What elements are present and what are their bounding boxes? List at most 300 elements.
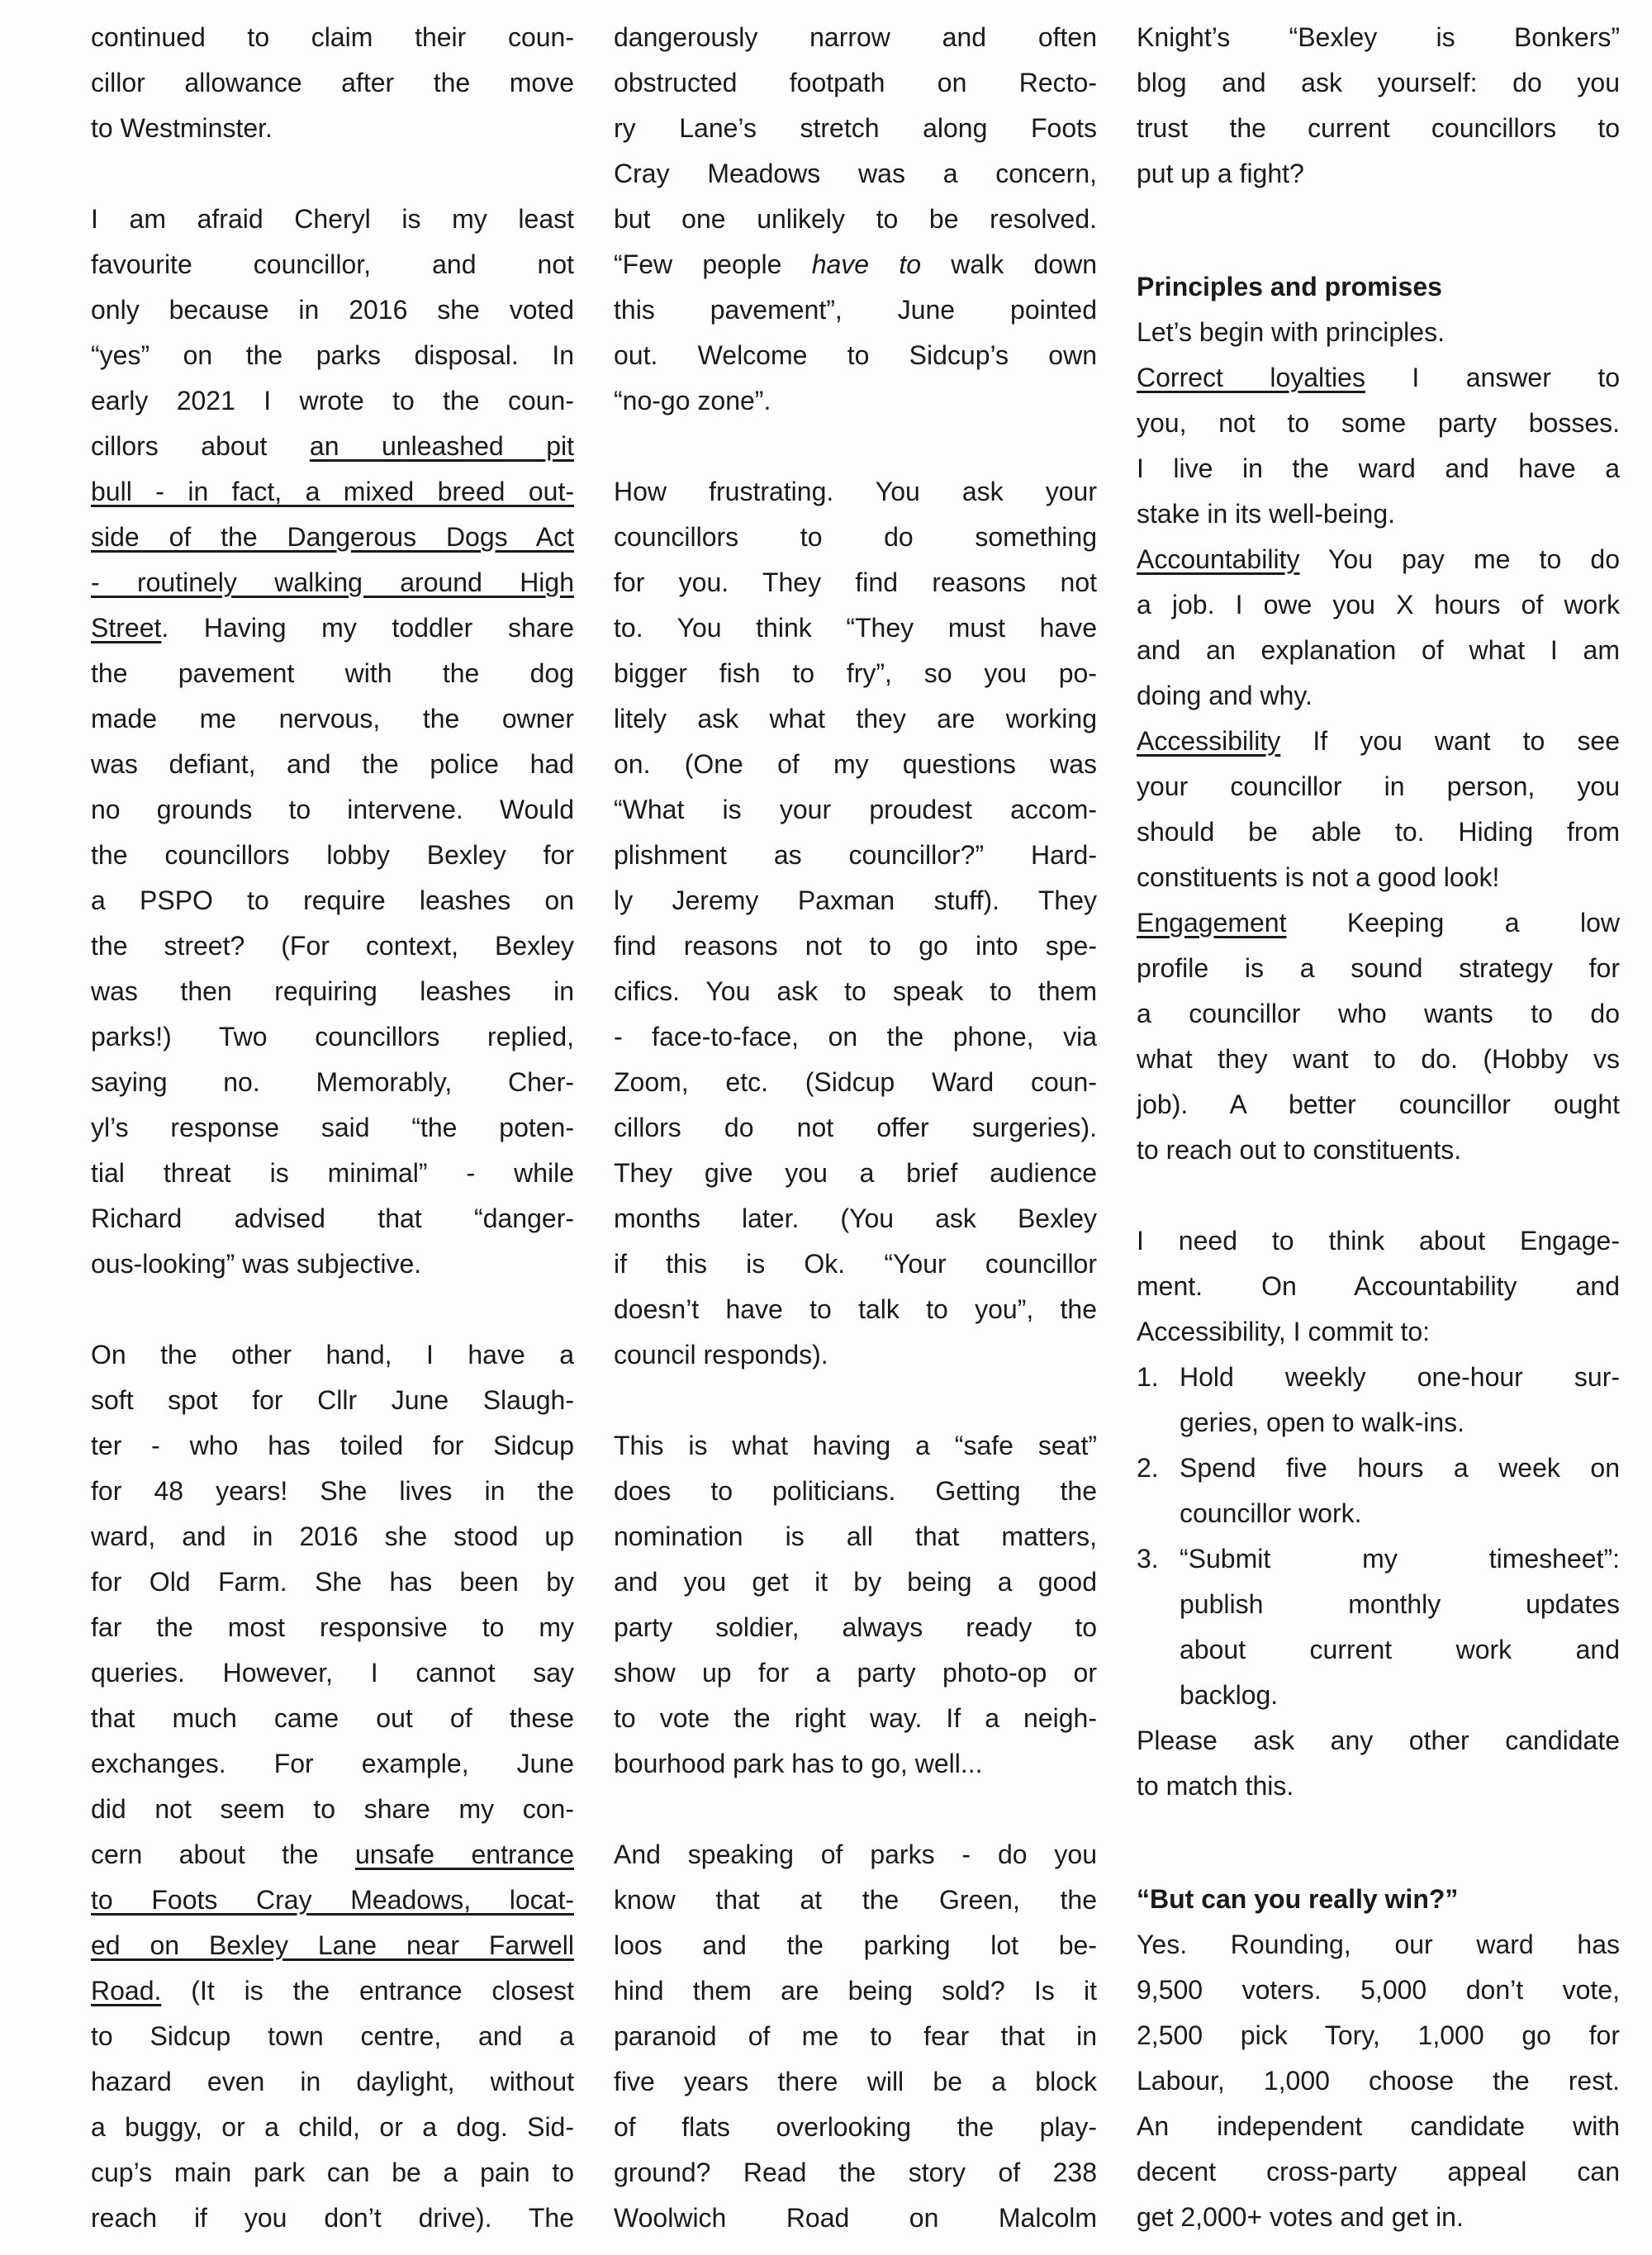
text-line xyxy=(91,1878,574,1923)
text-line xyxy=(1180,1582,1620,1627)
text-line xyxy=(614,787,1097,833)
text-run: reach if you don’t drive). The xyxy=(91,2203,574,2233)
text-run: for 48 years! She lives in the xyxy=(91,1476,574,1506)
text-line xyxy=(91,60,574,106)
text-run: on. (One of my questions was xyxy=(614,749,1097,779)
text-column-2 xyxy=(614,15,1097,2241)
text-run: ter - who has toiled for Sidcup xyxy=(91,1431,574,1460)
text-line xyxy=(1137,60,1620,106)
section-heading xyxy=(1137,1877,1620,1922)
text-line xyxy=(614,287,1097,333)
text-line xyxy=(91,1787,574,1832)
paragraph xyxy=(91,1332,574,2241)
text-line xyxy=(614,1287,1097,1332)
text-line xyxy=(614,15,1097,60)
text-run: five years there will be a block xyxy=(614,2067,1097,2096)
text-line xyxy=(1137,355,1620,401)
text-line xyxy=(614,333,1097,378)
text-run: (It is the entrance closest xyxy=(161,1976,574,2006)
text-line xyxy=(91,605,574,651)
text-run: your councillor in person, you xyxy=(1137,771,1620,801)
text-line xyxy=(614,1196,1097,1241)
text-line xyxy=(614,378,1097,424)
text-line xyxy=(1137,1968,1620,2013)
paragraph xyxy=(1137,900,1620,1173)
text-run: to Westminster. xyxy=(91,113,273,143)
text-line xyxy=(614,1241,1097,1287)
text-run: ed on Bexley Lane near Farwell xyxy=(91,1930,574,1960)
text-line xyxy=(91,1923,574,1968)
text-line xyxy=(91,1832,574,1878)
text-run: You pay me to do xyxy=(1299,544,1620,574)
text-line xyxy=(614,2150,1097,2196)
text-line xyxy=(614,969,1097,1014)
text-run: Keeping a low xyxy=(1286,908,1620,938)
text-line xyxy=(91,1968,574,2014)
text-run: How frustrating. You ask your xyxy=(614,477,1097,506)
text-run: and you get it by being a good xyxy=(614,1567,1097,1597)
text-line xyxy=(1180,1446,1620,1491)
section-heading xyxy=(1137,264,1620,310)
text-run: cern about the xyxy=(91,1840,355,1869)
paragraph xyxy=(1137,1922,1620,2240)
text-line xyxy=(1137,2149,1620,2195)
text-run: This is what having a “safe seat” xyxy=(614,1431,1097,1460)
text-run: the street? (For context, Bexley xyxy=(91,931,574,961)
text-line xyxy=(614,1014,1097,1060)
text-run: side of the Dangerous Dogs Act xyxy=(91,522,574,552)
text-line xyxy=(91,1469,574,1514)
text-run: On the other hand, I have a xyxy=(91,1340,574,1370)
text-run: was then requiring leashes in xyxy=(91,976,574,1006)
text-run: Accessibility xyxy=(1137,726,1281,756)
text-run: an unleashed pit xyxy=(309,431,574,461)
text-line xyxy=(1180,1536,1620,1582)
text-run: Street xyxy=(91,613,162,643)
text-run: Principles and promises xyxy=(1137,272,1442,301)
list-item xyxy=(1137,1536,1620,1718)
text-line xyxy=(614,1696,1097,1741)
text-run: to reach out to constituents. xyxy=(1137,1135,1462,1165)
text-run: trust the current councillors to xyxy=(1137,113,1620,143)
text-line xyxy=(614,1650,1097,1696)
list-marker: 3. xyxy=(1137,1544,1159,1574)
text-line xyxy=(1137,264,1620,310)
text-run: paranoid of me to fear that in xyxy=(614,2021,1097,2051)
text-line xyxy=(91,1560,574,1605)
text-run: the councillors lobby Bexley for xyxy=(91,840,574,870)
text-run: walk down xyxy=(921,249,1097,279)
text-run: cifics. You ask to speak to them xyxy=(614,976,1097,1006)
text-line xyxy=(1137,151,1620,197)
text-run: cillors about xyxy=(91,431,310,461)
text-run: party soldier, always ready to xyxy=(614,1612,1097,1642)
list-item-body xyxy=(1180,1355,1620,1446)
text-run: ry Lane’s stretch along Foots xyxy=(614,113,1097,143)
text-line xyxy=(1180,1491,1620,1536)
text-run: stake in its well-being. xyxy=(1137,499,1396,529)
paragraph xyxy=(1137,1718,1620,1809)
text-line xyxy=(1137,1128,1620,1173)
text-run: hind them are being sold? Is it xyxy=(614,1976,1097,2006)
text-line xyxy=(614,1878,1097,1923)
text-line xyxy=(614,1741,1097,1787)
text-run: “yes” on the parks disposal. In xyxy=(91,340,574,370)
text-run: what they want to do. (Hobby vs xyxy=(1137,1044,1620,1074)
text-run: Zoom, etc. (Sidcup Ward coun- xyxy=(614,1067,1097,1097)
text-run: “What is your proudest accom- xyxy=(614,795,1097,824)
text-line xyxy=(1137,446,1620,491)
text-run: ment. On Accountability and xyxy=(1137,1271,1620,1301)
text-run: Cray Meadows was a concern, xyxy=(614,159,1097,188)
text-run: An independent candidate with xyxy=(1137,2111,1620,2141)
text-run: “Submit my timesheet”: xyxy=(1180,1544,1620,1574)
text-run: councillor work. xyxy=(1180,1498,1362,1528)
text-run: a councillor who wants to do xyxy=(1137,999,1620,1028)
text-line xyxy=(91,923,574,969)
text-line xyxy=(614,1923,1097,1968)
text-run: publish monthly updates xyxy=(1180,1589,1620,1619)
text-line xyxy=(1137,2195,1620,2240)
text-run: “no-go zone”. xyxy=(614,386,771,415)
text-line xyxy=(91,787,574,833)
paragraph xyxy=(1137,719,1620,900)
text-run: yl’s response said “the poten- xyxy=(91,1113,574,1142)
text-run: Let’s begin with principles. xyxy=(1137,317,1445,347)
text-run: . Having my toddler share xyxy=(161,613,574,643)
text-line xyxy=(614,1514,1097,1560)
text-line xyxy=(1180,1400,1620,1446)
text-line xyxy=(1137,1309,1620,1355)
text-run: should be able to. Hiding from xyxy=(1137,817,1620,847)
text-line xyxy=(1137,2013,1620,2058)
text-line xyxy=(91,742,574,787)
text-run: soft spot for Cllr June Slaugh- xyxy=(91,1385,574,1415)
text-line xyxy=(91,833,574,878)
text-run: Labour, 1,000 choose the rest. xyxy=(1137,2066,1620,2096)
text-line xyxy=(1137,2058,1620,2104)
text-line xyxy=(91,15,574,60)
text-line xyxy=(1137,946,1620,991)
text-line xyxy=(1137,1922,1620,1968)
list-marker: 1. xyxy=(1137,1362,1159,1392)
text-run: blog and ask yourself: do you xyxy=(1137,68,1620,97)
text-run: “But can you really win?” xyxy=(1137,1884,1459,1914)
text-run: have to xyxy=(811,249,922,279)
text-run: put up a fight? xyxy=(1137,159,1304,188)
text-run: but one unlikely to be resolved. xyxy=(614,204,1097,234)
text-line xyxy=(91,969,574,1014)
text-run: bourhood park has to go, well... xyxy=(614,1749,983,1778)
text-run: decent cross-party appeal can xyxy=(1137,2157,1620,2186)
text-line xyxy=(91,1060,574,1105)
text-line xyxy=(614,469,1097,515)
text-run: I live in the ward and have a xyxy=(1137,453,1620,483)
text-line xyxy=(91,878,574,923)
text-line xyxy=(91,2059,574,2105)
paragraph xyxy=(1137,15,1620,197)
text-line xyxy=(1137,900,1620,946)
text-line xyxy=(91,2014,574,2059)
text-line xyxy=(91,1151,574,1196)
text-run: favourite councillor, and not xyxy=(91,249,574,279)
text-line xyxy=(1180,1355,1620,1400)
list-item-body xyxy=(1180,1536,1620,1718)
text-run: tial threat is minimal” - while xyxy=(91,1158,574,1188)
text-run: unsafe entrance xyxy=(355,1840,574,1869)
text-line xyxy=(614,106,1097,151)
text-run: doing and why. xyxy=(1137,681,1313,710)
text-run: 9,500 voters. 5,000 don’t vote, xyxy=(1137,1975,1620,2005)
text-run: cillors do not offer surgeries). xyxy=(614,1113,1097,1142)
text-run: backlog. xyxy=(1180,1680,1279,1710)
text-run: Accountability xyxy=(1137,544,1300,574)
text-line xyxy=(614,1832,1097,1878)
text-run: a job. I owe you X hours of work xyxy=(1137,590,1620,620)
text-line xyxy=(91,515,574,560)
text-line xyxy=(614,2059,1097,2105)
text-line xyxy=(1137,401,1620,446)
text-line xyxy=(614,515,1097,560)
text-line xyxy=(91,1514,574,1560)
text-run: - routinely walking around High xyxy=(91,567,574,597)
text-run: Engagement xyxy=(1137,908,1287,938)
list-item-body xyxy=(1180,1446,1620,1536)
text-run: get 2,000+ votes and get in. xyxy=(1137,2202,1464,2232)
text-line xyxy=(1137,1764,1620,1809)
text-run: dangerously narrow and often xyxy=(614,22,1097,52)
text-run: 2,500 pick Tory, 1,000 go for xyxy=(1137,2020,1620,2050)
text-run: to vote the right way. If a neigh- xyxy=(614,1703,1097,1733)
paragraph xyxy=(91,15,574,151)
text-run: you, not to some party bosses. xyxy=(1137,408,1620,438)
text-line xyxy=(1137,673,1620,719)
text-line xyxy=(614,696,1097,742)
text-line xyxy=(1137,582,1620,628)
text-run: hazard even in daylight, without xyxy=(91,2067,574,2096)
text-run: plishment as councillor?” Hard- xyxy=(614,840,1097,870)
paragraph xyxy=(1137,537,1620,719)
text-line xyxy=(91,1241,574,1287)
text-line xyxy=(614,1560,1097,1605)
text-run: geries, open to walk-ins. xyxy=(1180,1408,1465,1437)
text-run: council responds). xyxy=(614,1340,828,1370)
text-run: ward, and in 2016 she stood up xyxy=(91,1522,574,1551)
text-line xyxy=(91,469,574,515)
text-run: ground? Read the story of 238 xyxy=(614,2158,1097,2187)
text-run: bull - in fact, a mixed breed out- xyxy=(91,477,574,506)
text-line xyxy=(91,2196,574,2241)
paragraph xyxy=(91,197,574,1287)
text-column-1 xyxy=(91,15,574,2241)
text-line xyxy=(91,1423,574,1469)
text-line xyxy=(1180,1627,1620,1673)
text-line xyxy=(614,1332,1097,1378)
text-line xyxy=(614,60,1097,106)
text-line xyxy=(1137,310,1620,355)
text-line xyxy=(614,197,1097,242)
text-run: if this is Ok. “Your councillor xyxy=(614,1249,1097,1279)
text-run: exchanges. For example, June xyxy=(91,1749,574,1778)
text-run: job). A better councillor ought xyxy=(1137,1090,1620,1119)
text-run: the pavement with the dog xyxy=(91,658,574,688)
text-run: about current work and xyxy=(1180,1635,1620,1664)
text-run: Woolwich Road on Malcolm xyxy=(614,2203,1097,2233)
list-marker: 2. xyxy=(1137,1453,1159,1483)
text-run: for you. They find reasons not xyxy=(614,567,1097,597)
text-line xyxy=(1137,1218,1620,1264)
text-run: If you want to see xyxy=(1280,726,1620,756)
text-run: that much came out of these xyxy=(91,1703,574,1733)
text-line xyxy=(91,242,574,287)
paragraph xyxy=(1137,355,1620,537)
text-columns xyxy=(91,15,1652,2241)
paragraph xyxy=(614,1832,1097,2241)
text-run: cup’s main park can be a pain to xyxy=(91,2158,574,2187)
text-line xyxy=(1137,764,1620,809)
text-line xyxy=(91,106,574,151)
text-line xyxy=(614,2105,1097,2150)
text-run: doesn’t have to talk to you”, the xyxy=(614,1294,1097,1324)
text-line xyxy=(614,1151,1097,1196)
text-run: “Few people xyxy=(614,249,812,279)
text-run: litely ask what they are working xyxy=(614,704,1097,733)
text-run: only because in 2016 she voted xyxy=(91,295,574,325)
text-run: Hold weekly one-hour sur- xyxy=(1180,1362,1620,1392)
text-run: for Old Farm. She has been by xyxy=(91,1567,574,1597)
text-run: profile is a sound strategy for xyxy=(1137,953,1620,983)
text-line xyxy=(614,1968,1097,2014)
text-line xyxy=(1137,2104,1620,2149)
text-run: I need to think about Engage- xyxy=(1137,1226,1620,1256)
text-line xyxy=(1137,628,1620,673)
paragraph xyxy=(614,15,1097,424)
text-line xyxy=(614,1423,1097,1469)
text-line xyxy=(614,1469,1097,1514)
text-line xyxy=(91,2150,574,2196)
text-line xyxy=(91,560,574,605)
text-run: bigger fish to fry”, so you po- xyxy=(614,658,1097,688)
text-line xyxy=(1137,15,1620,60)
text-run: And speaking of parks - do you xyxy=(614,1840,1097,1869)
text-line xyxy=(1137,809,1620,855)
paragraph xyxy=(614,1423,1097,1787)
text-line xyxy=(1180,1673,1620,1718)
text-line xyxy=(91,197,574,242)
text-line xyxy=(91,1650,574,1696)
text-run: I answer to xyxy=(1365,363,1620,392)
text-line xyxy=(91,287,574,333)
text-run: show up for a party photo-op or xyxy=(614,1658,1097,1688)
text-line xyxy=(614,2196,1097,2241)
text-run: this pavement”, June pointed xyxy=(614,295,1097,325)
text-run: ous-looking” was subjective. xyxy=(91,1249,422,1279)
text-run: Please ask any other candidate xyxy=(1137,1726,1620,1755)
text-run: did not seem to share my con- xyxy=(91,1794,574,1824)
text-line xyxy=(614,2014,1097,2059)
list-item xyxy=(1137,1446,1620,1536)
text-line xyxy=(91,651,574,696)
text-run: early 2021 I wrote to the coun- xyxy=(91,386,574,415)
text-run: queries. However, I cannot say xyxy=(91,1658,574,1688)
text-run: to match this. xyxy=(1137,1771,1294,1801)
text-line xyxy=(614,1605,1097,1650)
text-run: cillor allowance after the move xyxy=(91,68,574,97)
text-line xyxy=(614,651,1097,696)
text-run: constituents is not a good look! xyxy=(1137,862,1500,892)
list-item xyxy=(1137,1355,1620,1446)
text-line xyxy=(1137,1037,1620,1082)
text-line xyxy=(614,923,1097,969)
text-run: nomination is all that matters, xyxy=(614,1522,1097,1551)
text-line xyxy=(1137,491,1620,537)
paragraph xyxy=(614,469,1097,1378)
text-run: Correct loyalties xyxy=(1137,363,1365,392)
text-line xyxy=(614,742,1097,787)
text-run: of flats overlooking the play- xyxy=(614,2112,1097,2142)
text-line xyxy=(1137,1877,1620,1922)
text-run: a PSPO to require leashes on xyxy=(91,885,574,915)
text-line xyxy=(1137,719,1620,764)
text-run: Spend five hours a week on xyxy=(1180,1453,1620,1483)
text-run: far the most responsive to my xyxy=(91,1612,574,1642)
text-line xyxy=(614,878,1097,923)
text-line xyxy=(91,1741,574,1787)
text-run: to. You think “They must have xyxy=(614,613,1097,643)
text-run: obstructed footpath on Recto- xyxy=(614,68,1097,97)
text-run: out. Welcome to Sidcup’s own xyxy=(614,340,1097,370)
text-line xyxy=(91,1605,574,1650)
text-run: They give you a brief audience xyxy=(614,1158,1097,1188)
text-line xyxy=(1137,1082,1620,1128)
text-run: know that at the Green, the xyxy=(614,1885,1097,1915)
text-line xyxy=(614,560,1097,605)
text-run: Knight’s “Bexley is Bonkers” xyxy=(1137,22,1620,52)
text-run: - face-to-face, on the phone, via xyxy=(614,1022,1097,1052)
text-run: find reasons not to go into spe- xyxy=(614,931,1097,961)
text-line xyxy=(1137,1264,1620,1309)
text-line xyxy=(1137,537,1620,582)
text-run: Road. xyxy=(91,1976,162,2006)
text-line xyxy=(91,1105,574,1151)
text-run: Richard advised that “danger- xyxy=(91,1203,574,1233)
text-run: Accessibility, I commit to: xyxy=(1137,1317,1431,1346)
text-line xyxy=(614,1060,1097,1105)
text-line xyxy=(614,833,1097,878)
text-run: does to politicians. Getting the xyxy=(614,1476,1097,1506)
text-line xyxy=(614,242,1097,287)
text-line xyxy=(91,2105,574,2150)
text-run: was defiant, and the police had xyxy=(91,749,574,779)
text-line xyxy=(91,1014,574,1060)
text-line xyxy=(614,1105,1097,1151)
text-line xyxy=(1137,1718,1620,1764)
text-run: saying no. Memorably, Cher- xyxy=(91,1067,574,1097)
text-line xyxy=(1137,106,1620,151)
text-run: ly Jeremy Paxman stuff). They xyxy=(614,885,1097,915)
text-run: I am afraid Cheryl is my least xyxy=(91,204,574,234)
text-line xyxy=(614,151,1097,197)
text-column-3 xyxy=(1137,15,1620,2241)
text-line xyxy=(91,696,574,742)
text-line xyxy=(1137,991,1620,1037)
text-run: to Sidcup town centre, and a xyxy=(91,2021,574,2051)
text-run: to Foots Cray Meadows, locat- xyxy=(91,1885,574,1915)
text-run: continued to claim their coun- xyxy=(91,22,574,52)
text-line xyxy=(91,1696,574,1741)
text-run: loos and the parking lot be- xyxy=(614,1930,1097,1960)
text-line xyxy=(1137,855,1620,900)
